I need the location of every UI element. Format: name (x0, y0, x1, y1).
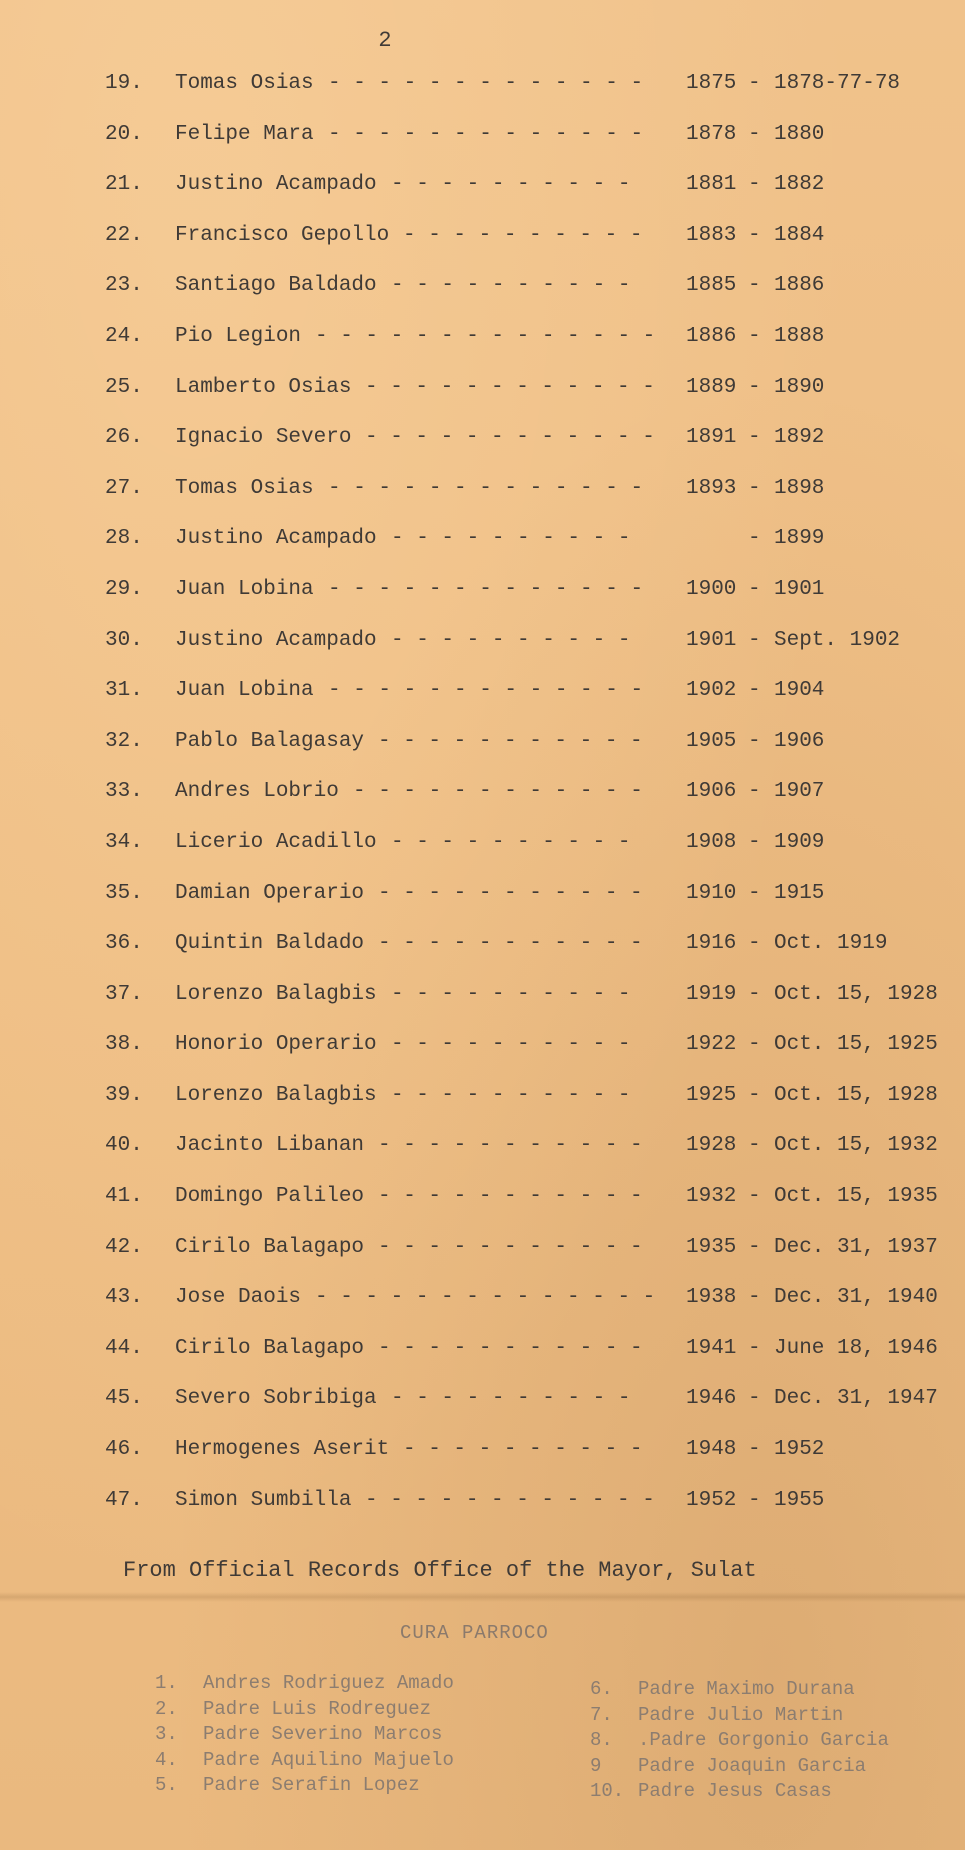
term-separator: - (748, 628, 761, 652)
cura-item (155, 1698, 431, 1720)
term-start: 1910 (686, 881, 737, 905)
leader-dashes: - - - - - - - - - - - - - - (315, 1286, 656, 1310)
entry-number: 40. (105, 1134, 143, 1158)
entry-name: Damian Operario (175, 881, 365, 905)
term-separator: - (748, 577, 761, 601)
entry-name: Ignacio Severo (175, 426, 352, 450)
cura-number: 2. (155, 1697, 178, 1720)
cura-item (155, 1672, 454, 1694)
mayor-list (0, 68, 965, 1535)
entry-number: 41. (105, 1185, 143, 1209)
leader-dashes: - - - - - - - - - - - - - (328, 679, 644, 703)
leader-dashes: - - - - - - - - - - (391, 274, 631, 298)
term-start: 1946 (686, 1387, 737, 1411)
term-end: 1886 (774, 274, 825, 298)
entry-number: 30. (105, 628, 143, 652)
leader-dashes: - - - - - - - - - - (391, 830, 631, 854)
term-start: 1948 (686, 1438, 737, 1462)
term-end: 1892 (774, 426, 825, 450)
term-start: 1952 (686, 1488, 737, 1512)
term-end: 1907 (774, 780, 825, 804)
term-start: 1906 (686, 780, 737, 804)
list-item (0, 68, 965, 119)
entry-name: Juan Lobina (175, 679, 314, 703)
cura-item (590, 1729, 889, 1751)
cura-name: Padre Joaquin Garcia (638, 1754, 867, 1777)
list-item (0, 1333, 965, 1384)
cura-name: Andres Rodriguez Amado (203, 1672, 454, 1694)
term-end: Oct. 1919 (774, 932, 888, 956)
term-separator: - (748, 1438, 761, 1462)
term-separator: - (748, 527, 761, 551)
cura-name: Padre Luis Rodreguez (203, 1697, 432, 1720)
term-end: 1904 (774, 679, 825, 703)
leader-dashes: - - - - - - - - - - (391, 1387, 631, 1411)
leader-dashes: - - - - - - - - - - - - (365, 375, 655, 399)
term-separator: - (748, 476, 761, 500)
entry-number: 21. (105, 173, 143, 197)
list-item (0, 422, 965, 473)
term-separator: - (748, 324, 761, 348)
leader-dashes: - - - - - - - - - - (391, 1083, 631, 1107)
term-start: 1928 (686, 1134, 737, 1158)
entry-number: 35. (105, 881, 143, 905)
cura-number: 7. (590, 1703, 613, 1726)
list-item (0, 1434, 965, 1485)
term-start: 1925 (686, 1083, 737, 1107)
entry-number: 23. (105, 274, 143, 298)
entry-number: 46. (105, 1438, 143, 1462)
entry-name: Honorio Operario (175, 1033, 377, 1057)
cura-name: Padre Jesus Casas (638, 1780, 832, 1802)
term-separator: - (748, 679, 761, 703)
term-separator: - (748, 1185, 761, 1209)
term-end: Sept. 1902 (774, 628, 901, 652)
term-separator: - (748, 830, 761, 854)
term-separator: - (748, 982, 761, 1006)
term-start: 1935 (686, 1235, 737, 1259)
entry-number: 44. (105, 1336, 143, 1360)
entry-name: Domingo Palileo (175, 1185, 365, 1209)
term-end: Oct. 15, 1935 (774, 1185, 938, 1209)
leader-dashes: - - - - - - - - - - (391, 173, 631, 197)
list-item (0, 321, 965, 372)
term-end: 1884 (774, 223, 825, 247)
list-item (0, 473, 965, 524)
term-separator: - (748, 72, 761, 95)
list-item (0, 928, 965, 979)
list-item (0, 776, 965, 827)
list-item (0, 372, 965, 423)
term-start: 1885 (686, 274, 737, 298)
leader-dashes: - - - - - - - - - - - - - (328, 577, 644, 601)
cura-item (590, 1780, 832, 1802)
term-separator: - (748, 122, 761, 146)
entry-number: 34. (105, 830, 143, 854)
entry-name: Jose Daois (175, 1286, 302, 1310)
entry-number: 20. (105, 122, 143, 146)
cura-name: Padre Severino Marcos (203, 1723, 443, 1745)
term-end: June 18, 1946 (774, 1336, 938, 1360)
term-start: 1881 (686, 173, 737, 197)
leader-dashes: - - - - - - - - - - - - (365, 1488, 655, 1512)
entry-number: 19. (105, 72, 143, 95)
list-item (0, 270, 965, 321)
term-start: 1889 (686, 375, 737, 399)
entry-name: Justino Acampado (175, 527, 377, 551)
list-item (0, 878, 965, 929)
entry-name: Severo Sobribiga (175, 1387, 377, 1411)
term-end: 1915 (774, 881, 825, 905)
leader-dashes: - - - - - - - - - - - - (353, 780, 643, 804)
entry-number: 22. (105, 223, 143, 247)
term-end: Dec. 31, 1940 (774, 1286, 938, 1310)
term-separator: - (748, 173, 761, 197)
cura-item (155, 1774, 420, 1796)
term-end: Dec. 31, 1937 (774, 1235, 938, 1259)
leader-dashes: - - - - - - - - - - - (378, 1134, 643, 1158)
entry-number: 38. (105, 1033, 143, 1057)
cura-name: Padre Maximo Durana (638, 1678, 855, 1700)
entry-name: Pio Legion (175, 324, 302, 348)
entry-number: 37. (105, 982, 143, 1006)
entry-name: Tomas Osias (175, 72, 314, 95)
term-start: 1893 (686, 476, 737, 500)
leader-dashes: - - - - - - - - - - - (378, 1336, 643, 1360)
cura-item (590, 1704, 843, 1726)
entry-number: 26. (105, 426, 143, 450)
term-separator: - (748, 729, 761, 753)
list-item (0, 827, 965, 878)
term-start: 1900 (686, 577, 737, 601)
term-separator: - (748, 426, 761, 450)
entry-number: 24. (105, 324, 143, 348)
term-separator: - (748, 1336, 761, 1360)
term-start: 1878 (686, 122, 737, 146)
term-start: 1901 (686, 628, 737, 652)
term-start: 1875 (686, 72, 737, 95)
cura-number: 9 (590, 1754, 602, 1777)
term-start: 1908 (686, 830, 737, 854)
entry-name: Felipe Mara (175, 122, 314, 146)
leader-dashes: - - - - - - - - - - - (378, 932, 643, 956)
entry-name: Licerio Acadillo (175, 830, 377, 854)
entry-number: 33. (105, 780, 143, 804)
term-separator: - (748, 1134, 761, 1158)
entry-name: Jacinto Libanan (175, 1134, 365, 1158)
entry-name: Tomas Osias (175, 476, 314, 500)
cura-number: 3. (155, 1723, 178, 1745)
term-end: 1888 (774, 324, 825, 348)
term-start: 1905 (686, 729, 737, 753)
term-end: 1878-77-78 (774, 72, 901, 95)
source-note: From Official Records Office of the Mayor, Sulat (123, 1558, 757, 1583)
term-separator: - (748, 932, 761, 956)
leader-dashes: - - - - - - - - - - (391, 527, 631, 551)
list-item (0, 1282, 965, 1333)
entry-name: Lorenzo Balagbis (175, 1083, 377, 1107)
cura-name: Padre Aquilino Majuelo (203, 1748, 454, 1771)
term-end: 1882 (774, 173, 825, 197)
leader-dashes: - - - - - - - - - - - - - (328, 72, 644, 95)
term-separator: - (748, 1235, 761, 1259)
term-separator: - (748, 1488, 761, 1512)
entry-number: 36. (105, 932, 143, 956)
page-number: 2 (378, 28, 392, 53)
cura-number: 5. (155, 1774, 178, 1796)
entry-number: 43. (105, 1286, 143, 1310)
list-item (0, 1181, 965, 1232)
term-separator: - (748, 1033, 761, 1057)
entry-name: Francisco Gepollo (175, 223, 390, 247)
term-end: 1906 (774, 729, 825, 753)
term-separator: - (748, 1286, 761, 1310)
leader-dashes: - - - - - - - - - - - - - - (315, 324, 656, 348)
term-end: Dec. 31, 1947 (774, 1387, 938, 1411)
term-end: 1955 (774, 1488, 825, 1512)
term-start: 1902 (686, 679, 737, 703)
list-item (0, 1029, 965, 1080)
list-item (0, 1383, 965, 1434)
list-item (0, 220, 965, 271)
term-end: 1899 (774, 527, 825, 551)
entry-name: Lamberto Osias (175, 375, 352, 399)
entry-number: 47. (105, 1488, 143, 1512)
term-start: 1891 (686, 426, 737, 450)
list-item (0, 979, 965, 1030)
entry-number: 25. (105, 375, 143, 399)
term-separator: - (748, 780, 761, 804)
term-end: 1901 (774, 577, 825, 601)
entry-name: Pablo Balagasay (175, 729, 365, 753)
list-item (0, 1080, 965, 1131)
list-item (0, 625, 965, 676)
cura-name: Padre Serafin Lopez (203, 1774, 420, 1796)
entry-name: Justino Acampado (175, 173, 377, 197)
term-end: 1952 (774, 1438, 825, 1462)
entry-name: Juan Lobina (175, 577, 314, 601)
list-item (0, 726, 965, 777)
leader-dashes: - - - - - - - - - - - (378, 729, 643, 753)
cura-name: .Padre Gorgonio Garcia (638, 1729, 889, 1751)
entry-number: 45. (105, 1387, 143, 1411)
term-separator: - (748, 881, 761, 905)
leader-dashes: - - - - - - - - - - (391, 982, 631, 1006)
list-item (0, 574, 965, 625)
term-start: 1919 (686, 982, 737, 1006)
list-item (0, 1232, 965, 1283)
term-start: 1916 (686, 932, 737, 956)
leader-dashes: - - - - - - - - - - - - - (328, 476, 644, 500)
entry-name: Cirilo Balagapo (175, 1336, 365, 1360)
term-end: Oct. 15, 1928 (774, 1083, 938, 1107)
cura-title: CURA PARROCO (400, 1622, 549, 1644)
entry-number: 42. (105, 1235, 143, 1259)
entry-number: 29. (105, 577, 143, 601)
cura-name: Padre Julio Martin (638, 1703, 844, 1726)
entry-name: Andres Lobrio (175, 780, 339, 804)
entry-number: 39. (105, 1083, 143, 1107)
term-start: 1941 (686, 1336, 737, 1360)
term-end: 1890 (774, 375, 825, 399)
cura-item (590, 1678, 855, 1700)
entry-number: 31. (105, 679, 143, 703)
term-end: 1898 (774, 476, 825, 500)
list-item (0, 523, 965, 574)
term-separator: - (748, 223, 761, 247)
cura-number: 4. (155, 1748, 178, 1771)
cura-number: 1. (155, 1672, 178, 1694)
leader-dashes: - - - - - - - - - - - (378, 1235, 643, 1259)
entry-number: 32. (105, 729, 143, 753)
term-separator: - (748, 375, 761, 399)
term-start: 1922 (686, 1033, 737, 1057)
term-start: 1883 (686, 223, 737, 247)
cura-number: 10. (590, 1780, 625, 1802)
paper-fold-shadow (0, 1592, 965, 1602)
entry-name: Quintin Baldado (175, 932, 365, 956)
term-end: 1880 (774, 122, 825, 146)
cura-item (155, 1723, 442, 1745)
entry-name: Simon Sumbilla (175, 1488, 352, 1512)
term-separator: - (748, 1083, 761, 1107)
entry-name: Hermogenes Aserit (175, 1438, 390, 1462)
term-start: 1938 (686, 1286, 737, 1310)
leader-dashes: - - - - - - - - - - - (378, 881, 643, 905)
term-end: Oct. 15, 1932 (774, 1134, 938, 1158)
cura-number: 8. (590, 1729, 613, 1751)
leader-dashes: - - - - - - - - - - (391, 1033, 631, 1057)
leader-dashes: - - - - - - - - - - - - - (328, 122, 644, 146)
entry-number: 28. (105, 527, 143, 551)
list-item (0, 1485, 965, 1536)
cura-item (590, 1755, 866, 1777)
term-start: 1932 (686, 1185, 737, 1209)
entry-name: Lorenzo Balagbis (175, 982, 377, 1006)
term-separator: - (748, 274, 761, 298)
term-end: 1909 (774, 830, 825, 854)
leader-dashes: - - - - - - - - - - - (378, 1185, 643, 1209)
list-item (0, 675, 965, 726)
entry-number: 27. (105, 476, 143, 500)
leader-dashes: - - - - - - - - - - (391, 628, 631, 652)
entry-name: Santiago Baldado (175, 274, 377, 298)
list-item (0, 1130, 965, 1181)
term-end: Oct. 15, 1925 (774, 1033, 938, 1057)
entry-name: Cirilo Balagapo (175, 1235, 365, 1259)
leader-dashes: - - - - - - - - - - (403, 223, 643, 247)
list-item (0, 119, 965, 170)
term-end: Oct. 15, 1928 (774, 982, 938, 1006)
term-start: 1886 (686, 324, 737, 348)
cura-number: 6. (590, 1678, 613, 1700)
term-separator: - (748, 1387, 761, 1411)
list-item (0, 169, 965, 220)
cura-item (155, 1749, 454, 1771)
leader-dashes: - - - - - - - - - - (403, 1438, 643, 1462)
entry-name: Justino Acampado (175, 628, 377, 652)
leader-dashes: - - - - - - - - - - - - (365, 426, 655, 450)
